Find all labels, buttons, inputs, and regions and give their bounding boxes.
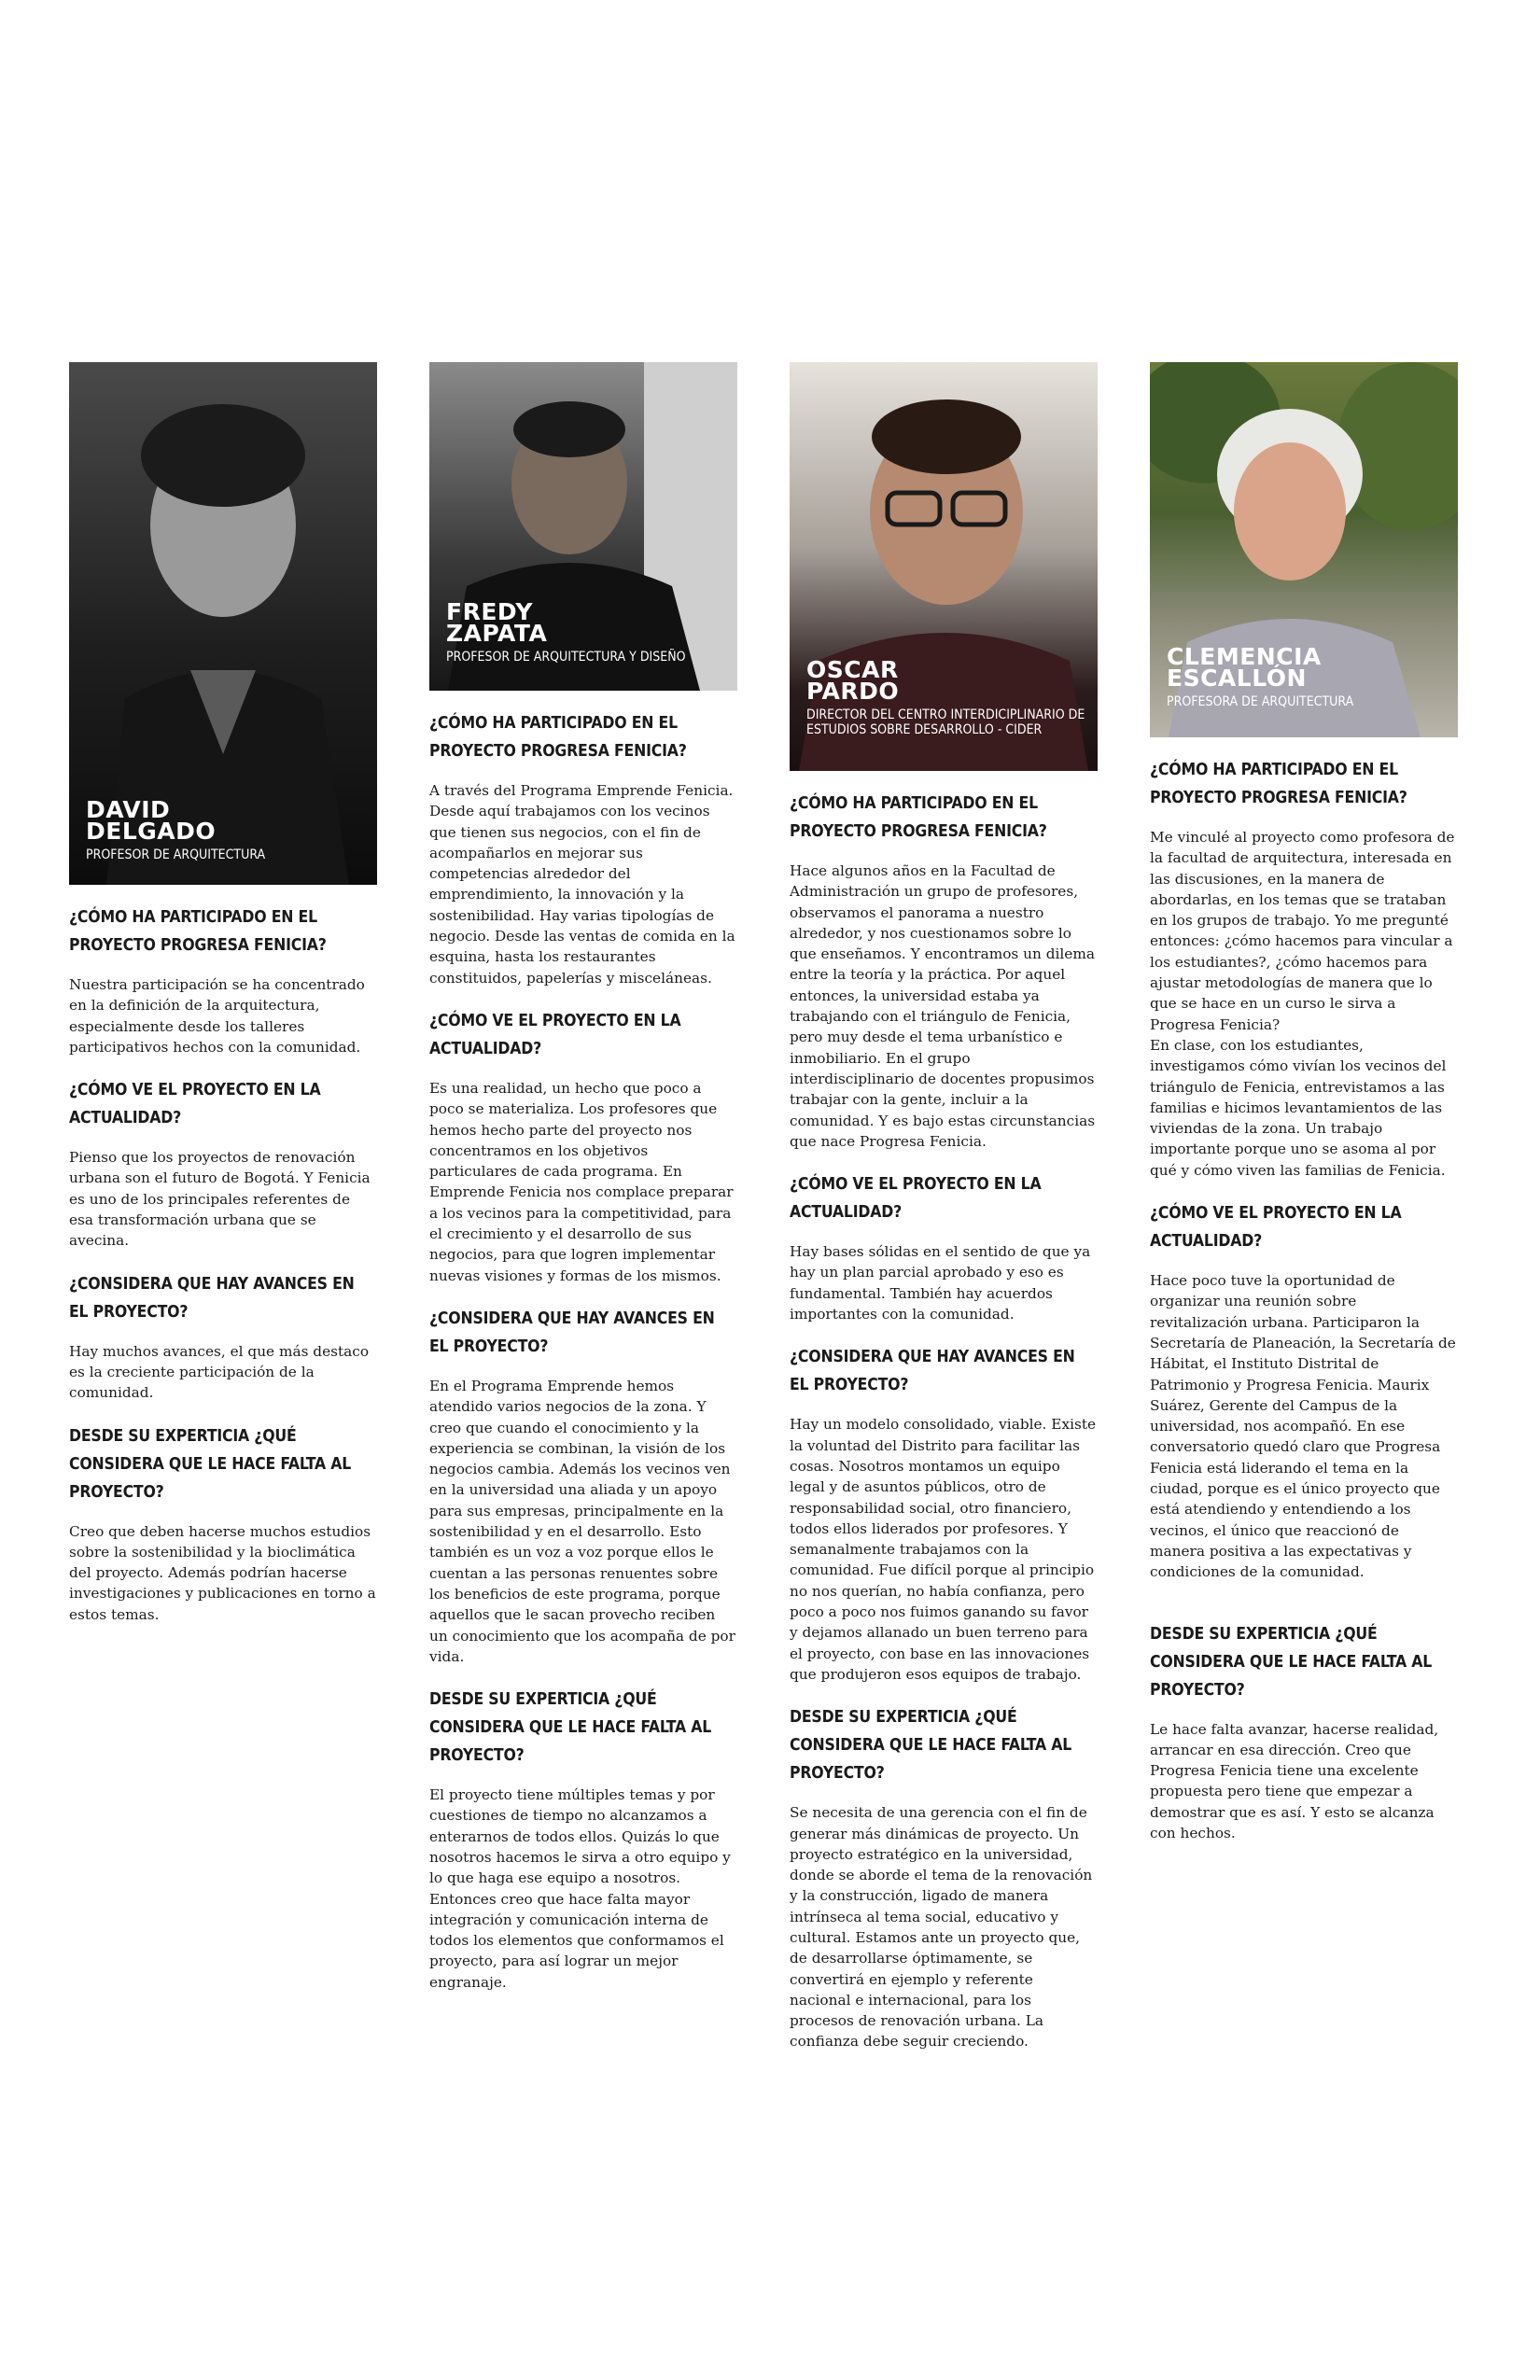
person-name: FREDY ZAPATA: [446, 598, 548, 647]
portrait-photo: [69, 362, 377, 885]
answer: Hace algunos años en la Facultad de Administración un grupo de profesores, observamos el panorama a nuestro alrededor, y nos cuestionamos sobre lo que enseñamos. Y encontramos un dilema entre la teoría y la práctica. Por aquel entonces, la universidad estaba ya trabajando con el triángulo de Fenicia, pero muy desde el tema urbanístico e inmobiliario. En el grupo interdisciplinario de docentes propusimos trabajar con la gente, incluir a la comunidad. Y es bajo estas circunstancias que nace Progresa Fenicia.: [790, 862, 1096, 1150]
question: ¿CONSIDERA QUE HAY AVANCES EN EL PROYECTO?: [69, 1274, 355, 1322]
answer: El proyecto tiene múltiples temas y por cuestiones de tiempo no alcanzamos a enterarnos de todos ellos. Quizás lo que nosotros hacemos le sirva a otro equipo y lo que haga ese equipo a nosotros. Entonces creo que hace falta mayor integración y comunicación interna de todos los elementos que conformamos el proyecto, para así lograr un mejor engranaje.: [429, 1786, 731, 1991]
portrait-photo: [790, 362, 1098, 771]
question: ¿CONSIDERA QUE HAY AVANCES EN EL PROYECTO?: [429, 1309, 715, 1356]
question: ¿CÓMO VE EL PROYECTO EN LA ACTUALIDAD?: [790, 1175, 1042, 1223]
question: ¿CÓMO HA PARTICIPADO EN EL PROYECTO PROGRESA FENICIA?: [1150, 761, 1407, 807]
portrait-photo: [1150, 362, 1458, 737]
interview-column-delgado: [69, 362, 377, 1644]
question: DESDE SU EXPERTICIA ¿QUÉ CONSIDERA QUE LE HACE FALTA AL PROYECTO?: [429, 1690, 712, 1766]
person-name: OSCAR PARDO: [806, 656, 900, 705]
question: ¿CÓMO HA PARTICIPADO EN EL PROYECTO PROGRESA FENICIA?: [429, 714, 687, 761]
answer: En el Programa Emprende hemos atendido varios negocios de la zona. Y creo que cuando el conocimiento y la experiencia se combinan, la visión de los negocios cambia. Además los vecinos ven en la universidad una aliada y un apoyo para sus empresas, principalmente en la sostenibilidad y en el desarrollo. Esto también es un voz a voz porque ellos le cuentan a las personas renuentes sobre los beneficios de este programa, porque aquellos que le sacan provecho reciben un conocimiento que los acompaña de por vida.: [429, 1377, 735, 1665]
question: DESDE SU EXPERTICIA ¿QUÉ CONSIDERA QUE LE HACE FALTA AL PROYECTO?: [790, 1708, 1072, 1784]
question: ¿CÓMO VE EL PROYECTO EN LA ACTUALIDAD?: [69, 1081, 321, 1128]
answer: Hay muchos avances, el que más destaco es la creciente participación de la comunidad.: [69, 1342, 370, 1402]
interview-column-pardo: [790, 362, 1098, 2071]
portrait-photo: [429, 362, 737, 691]
person-name: DAVID DELGADO: [86, 796, 217, 845]
person-role: PROFESOR DE ARQUITECTURA Y DISEÑO: [446, 650, 686, 665]
answer: Hay un modelo consolidado, viable. Existe la voluntad del Distrito para facilitar las cosas. Nosotros montamos un equipo legal y de asuntos públicos, otro de responsabilidad social, otro financiero, todos ellos liderados por profesores. Y semanalmente trabajamos con la comunidad. Fue difícil porque al principio no nos querían, no había confianza, pero poco a poco nos fuimos ganando su favor y dejamos allanado un buen terreno para el proyecto, con base en las innovaciones que produjeron esos equipos de trabajo.: [790, 1416, 1097, 1683]
question: DESDE SU EXPERTICIA ¿QUÉ CONSIDERA QUE LE HACE FALTA AL PROYECTO?: [1150, 1624, 1433, 1700]
question: ¿CÓMO HA PARTICIPADO EN EL PROYECTO PROGRESA FENICIA?: [69, 908, 327, 955]
answer: A través del Programa Emprende Fenicia. Desde aquí trabajamos con los vecinos que tienen sus negocios, con el fin de acompañarlos en mejorar sus competencias alrededor del emprendimiento, la innovación y la sostenibilidad. Hay varias tipologías de negocio. Desde las ventas de comida en la esquina, hasta los restaurantes constituidos, papelerías y misceláneas.: [429, 782, 735, 987]
answer: Hace poco tuve la oportunidad de organizar una reunión sobre revitalización urbana. Participaron la Secretaría de Planeación, la Secretaría de Hábitat, el Instituto Distrital de Patrimonio y Progresa Fenicia. Maurix Suárez, Gerente del Campus de la universidad, nos acompañó. En ese conversatorio quedó claro que Progresa Fenicia está liderando el tema en la ciudad, porque es el único proyecto que está atendiendo y entendiendo a los vecinos, el único que reaccionó de manera positiva a las expectativas y condiciones de la comunidad.: [1150, 1272, 1456, 1581]
person-role: PROFESORA DE ARQUITECTURA: [1167, 694, 1354, 709]
person-name: CLEMENCIA ESCALLÓN: [1167, 643, 1322, 692]
question: DESDE SU EXPERTICIA ¿QUÉ CONSIDERA QUE LE HACE FALTA AL PROYECTO?: [69, 1426, 352, 1502]
answer: Me vinculé al proyecto como profesora de la facultad de arquitectura, interesada en las discusiones, en la manera de abordarlas, en los temas que se trataban en los grupos de trabajo. Yo me pregunté entonces: ¿cómo hacemos para vincular a los estudiantes?, ¿cómo hacemos para ajustar metodologías de manera que lo que se hace en un curso le sirva a Progresa Fenicia? En clase, con los estudiantes, investigamos cómo vivían los vecinos del triángulo de Fenicia, entrevistamos a las familias e hicimos levantamientos de las viviendas de la zona. Un trabajo importante porque uno se asoma al por qué y cómo viven las familias de Fenicia.: [1150, 829, 1455, 1179]
interview-column-escallon: [1150, 362, 1458, 1862]
answer: Pienso que los proyectos de renovación urbana son el futuro de Bogotá. Y Fenicia es uno de los principales referentes de esa transformación urbana que se avecina.: [69, 1149, 371, 1250]
person-role: PROFESOR DE ARQUITECTURA: [86, 847, 266, 862]
person-role: DIRECTOR DEL CENTRO INTERDICIPLINARIO DE ESTUDIOS SOBRE DESARROLLO - CIDER: [806, 707, 1085, 737]
answer: Nuestra participación se ha concentrado en la definición de la arquitectura, especialmente desde los talleres participativos hechos con la comunidad.: [69, 976, 365, 1056]
answer: Le hace falta avanzar, hacerse realidad, arrancar en esa dirección. Creo que Progresa Fenicia tiene una excelente propuesta pero tiene que empezar a demostrar que es así. Y esto se alcanza con hechos.: [1150, 1720, 1439, 1841]
answer: Creo que deben hacerse muchos estudios sobre la sostenibilidad y la bioclimática del proyecto. Además podrían hacerse investigaciones y publicaciones en torno a estos temas.: [69, 1522, 376, 1623]
question: ¿CÓMO VE EL PROYECTO EN LA ACTUALIDAD?: [1150, 1204, 1402, 1252]
interview-column-zapata: [429, 362, 737, 2011]
answer: Hay bases sólidas en el sentido de que ya hay un plan parcial aprobado y eso es fundamental. También hay acuerdos importantes con la comunidad.: [790, 1243, 1091, 1323]
question: ¿CÓMO HA PARTICIPADO EN EL PROYECTO PROGRESA FENICIA?: [790, 794, 1047, 841]
answer: Se necesita de una gerencia con el fin de generar más dinámicas de proyecto. Un proyecto estratégico en la universidad, donde se aborde el tema de la renovación y la construcción, ligado de manera intrínseca al tema social, educativo y cultural. Estamos ante un proyecto que, de desarrollarse óptimamente, se convertirá en ejemplo y referente nacional e internacional, para los procesos de renovación urbana. La confianza debe seguir creciendo.: [790, 1804, 1093, 2051]
answer: Es una realidad, un hecho que poco a poco se materializa. Los profesores que hemos hecho parte del proyecto nos concentramos en los objetivos particulares de cada programa. En Emprende Fenicia nos complace preparar a los vecinos para la competitividad, para el crecimiento y el desarrollo de sus negocios, para que logren implementar nuevas visiones y formas de los mismos.: [429, 1079, 734, 1284]
question: ¿CONSIDERA QUE HAY AVANCES EN EL PROYECTO?: [790, 1348, 1075, 1395]
question: ¿CÓMO VE EL PROYECTO EN LA ACTUALIDAD?: [429, 1011, 681, 1058]
